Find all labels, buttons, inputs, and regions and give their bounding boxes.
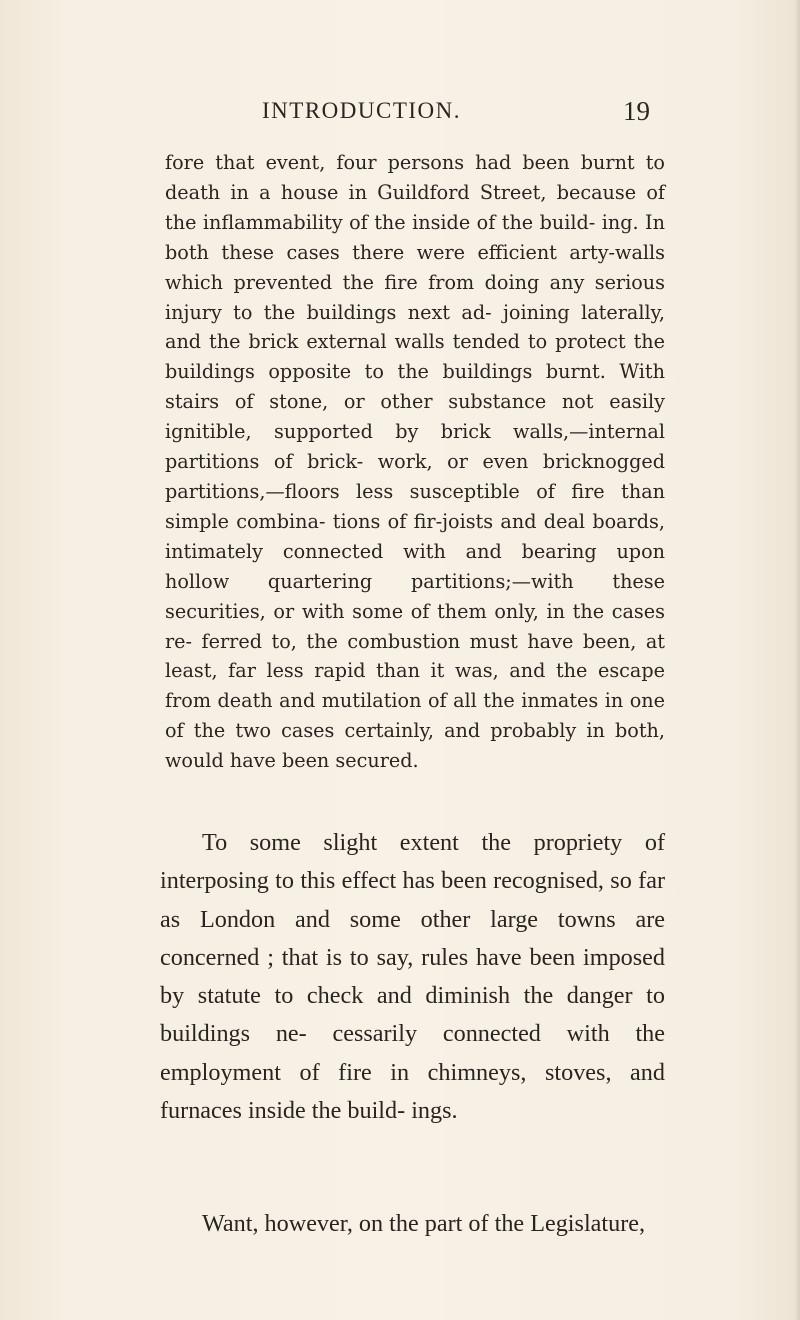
paragraph-propriety: To some slight extent the propriety of interposing to this effect has been recognised, so far as London and some other large towns are concerned ; that is to say, rules have been imposed by statute to check and diminish the danger to buildings ne- cessarily connected with the employment of fire in chimneys, stoves, and furnaces inside the build- ings. xyxy=(160,829,665,1125)
page-edge-shadow xyxy=(794,0,800,1320)
page-header xyxy=(0,98,800,138)
paragraph-small-type: fore that event, four persons had been burnt to death in a house in Guildford Street, because of the inflammability of the inside of the build- ing. In both these cases there were efficient arty-walls which prevented the fire from doing any serious injury to the buildings next ad- joining laterally, and the brick external walls tended to protect the buildings opposite to the buildings burnt. With stairs of stone, or other substance not easily ignitible, supported by brick walls,—internal partitions of brick- work, or even bricknogged partitions,—floors less susceptible of fire than simple combina- tions of fir-joists and deal boards, intimately connected with and bearing upon hollow quartering partitions;—with these securities, or with some of them only, in the cases re- ferred to, the combustion must have been, at least, far less rapid than it was, and the escape from death and mutilation of all the inmates in one of the two cases certainly, and probably in both, would have been secured. xyxy=(165,151,665,773)
paragraph-want: Want, however, on the part of the Legislature, xyxy=(202,1210,646,1237)
page-number: 19 xyxy=(623,96,650,126)
running-head: INTRODUCTION. xyxy=(262,98,462,123)
